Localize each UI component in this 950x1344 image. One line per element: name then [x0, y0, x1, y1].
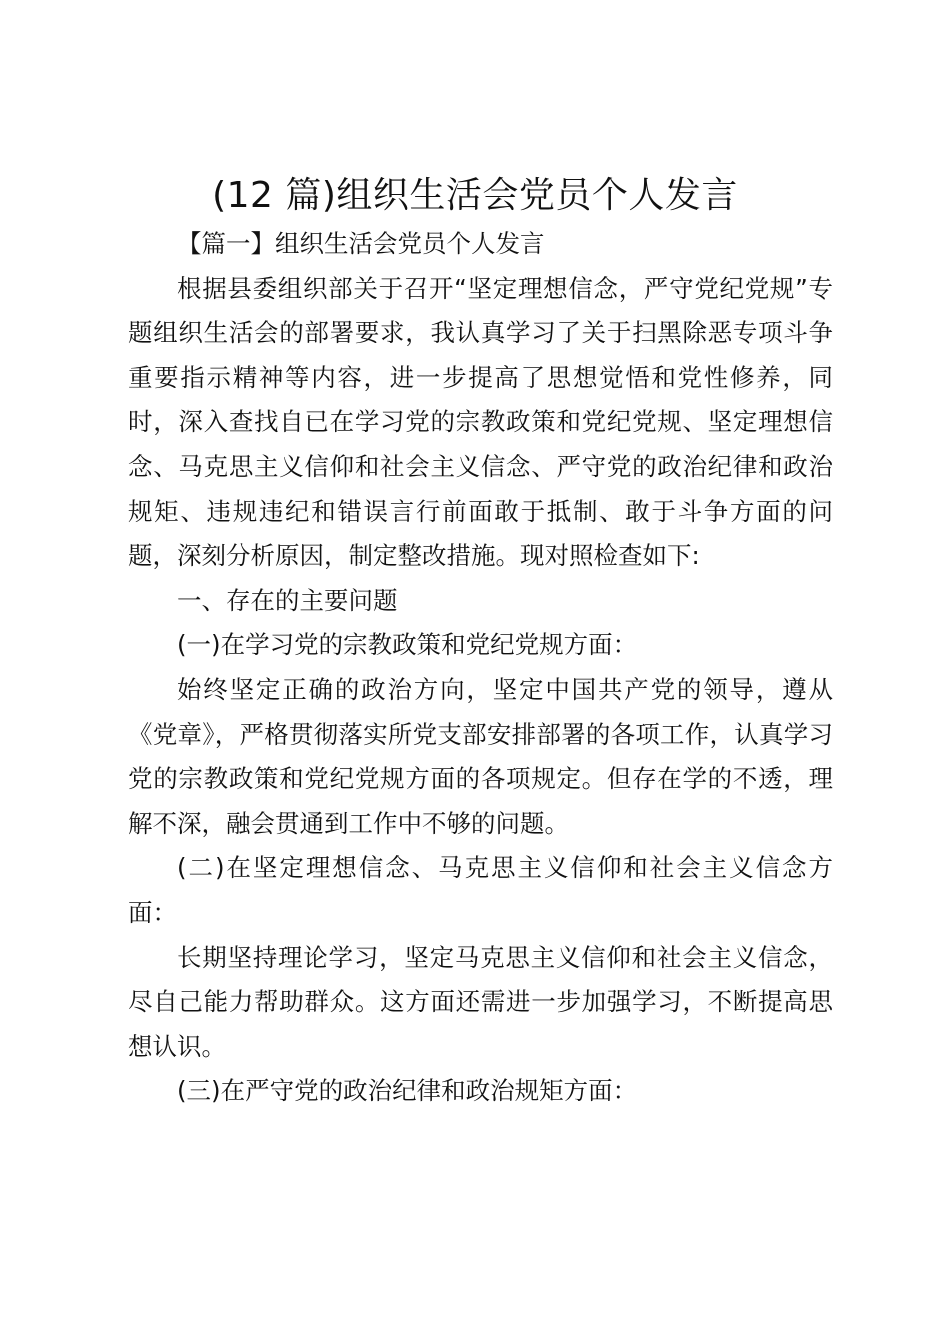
subheading-two: (二)在坚定理想信念、马克思主义信仰和社会主义信念方面： — [128, 853, 833, 927]
document-body — [128, 222, 833, 1114]
document-title: (12 篇)组织生活会党员个人发言 — [212, 175, 738, 216]
paragraph-two: 长期坚持理论学习，坚定马克思主义信仰和社会主义信念，尽自己能力帮助群众。这方面还需进一步加强学习，不断提高思想认识。 — [128, 942, 833, 1061]
intro-paragraph: 根据县委组织部关于召开“坚定理想信念，严守党纪党规”专题组织生活会的部署要求，我认真学习了关于扫黑除恶专项斗争重要指示精神等内容，进一步提高了思想觉悟和党性修养，同时，深入查找自已在学习党的宗教政策和党纪党规、坚定理想信念、马克思主义信仰和社会主义信念、严守党的政治纪律和政治规矩、违规违纪和错误言行前面敢于抵制、敢于斗争方面的问题，深刻分析原因，制定整改措施。现对照检查如下: — [128, 273, 833, 571]
paragraph-one: 始终坚定正确的政治方向，坚定中国共产党的领导，遵从《党章》，严格贯彻落实所党支部安排部署的各项工作，认真学习党的宗教政策和党纪党规方面的各项规定。但存在学的不透，理解不深，融会贯通到工作中不够的问题。 — [128, 674, 833, 838]
subheading-one: (一)在学习党的宗教政策和党纪党规方面： — [177, 630, 638, 660]
section-heading-part-one: 【篇一】组织生活会党员个人发言 — [177, 229, 545, 258]
subheading-three: (三)在严守党的政治纪律和政治规矩方面： — [177, 1076, 638, 1106]
section-heading-main-problems: 一、存在的主要问题 — [177, 585, 398, 615]
